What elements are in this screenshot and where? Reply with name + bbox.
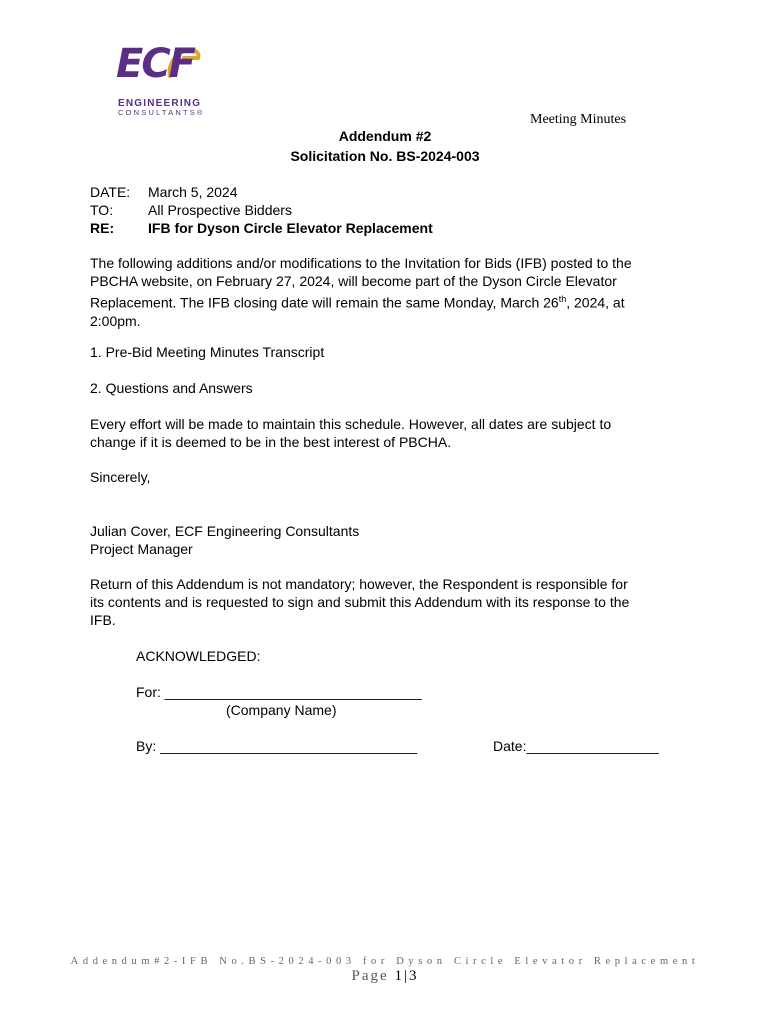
logo-engineering: ENGINEERING: [118, 98, 202, 109]
item-2: 2. Questions and Answers: [90, 380, 253, 396]
company-name-hint: (Company Name): [226, 702, 337, 718]
item-1: 1. Pre-Bid Meeting Minutes Transcript: [90, 344, 325, 360]
meeting-minutes-label: Meeting Minutes: [530, 112, 627, 127]
return-line-3: IFB.: [90, 612, 116, 629]
return-paragraph: [90, 575, 690, 630]
page-current: 1: [394, 968, 404, 984]
intro-line-3-tail: , 2024, at: [566, 295, 625, 312]
logo-letters: ECF: [116, 41, 195, 87]
logo-consultants: CONSULTANTS®: [118, 108, 205, 117]
ecf-logo: [116, 41, 216, 120]
page-separator: |: [403, 968, 409, 984]
intro-line-2: PBCHA website, on February 27, 2024, will become part of the Dyson Circle Elevator: [90, 273, 617, 290]
intro-paragraph: [90, 254, 690, 330]
effort-paragraph: [90, 415, 690, 451]
effort-line-2: change if it is deemed to be in the best interest of PBCHA.: [90, 434, 452, 451]
page-total: 3: [408, 968, 419, 984]
page-number: [0, 968, 770, 985]
sincerely: Sincerely,: [90, 469, 151, 485]
date-field[interactable]: Date:_________________: [493, 738, 659, 754]
return-line-1: Return of this Addendum is not mandatory; however, the Respondent is responsible for: [90, 576, 628, 592]
intro-superscript: th: [558, 294, 567, 305]
to-value: All Prospective Bidders: [148, 202, 292, 218]
company-name-field[interactable]: For: _________________________________: [136, 684, 422, 700]
page-label: Page: [351, 968, 389, 984]
intro-line-4: 2:00pm.: [90, 313, 141, 330]
intro-line-3-text: Replacement. The IFB closing date will remain the same Monday, March 26: [90, 295, 559, 312]
re-value: IFB for Dyson Circle Elevator Replacement: [148, 220, 433, 236]
date-label: DATE:: [90, 184, 131, 200]
addendum-title: Addendum #2: [338, 128, 432, 144]
effort-line-1: Every effort will be made to maintain this schedule. However, all dates are subject to: [90, 416, 612, 432]
signature-field[interactable]: By: _________________________________: [136, 738, 418, 754]
return-line-2: its contents and is requested to sign and submit this Addendum with its response to the: [90, 594, 630, 611]
signer-name: Julian Cover, ECF Engineering Consultants: [90, 523, 360, 539]
date-value: March 5, 2024: [148, 184, 238, 200]
intro-line-1: The following additions and/or modifications to the Invitation for Bids (IFB) posted to the: [90, 255, 632, 271]
re-label: RE:: [90, 220, 115, 236]
signer-title: Project Manager: [90, 541, 193, 557]
to-label: TO:: [90, 202, 114, 218]
acknowledged-heading: ACKNOWLEDGED:: [136, 648, 261, 664]
intro-line-3: [90, 290, 690, 312]
running-footer: Addendum#2-IFB No.BS-2024-003 for Dyson Circle Elevator Replacement: [70, 956, 700, 967]
solicitation-number: Solicitation No. BS-2024-003: [290, 148, 480, 164]
